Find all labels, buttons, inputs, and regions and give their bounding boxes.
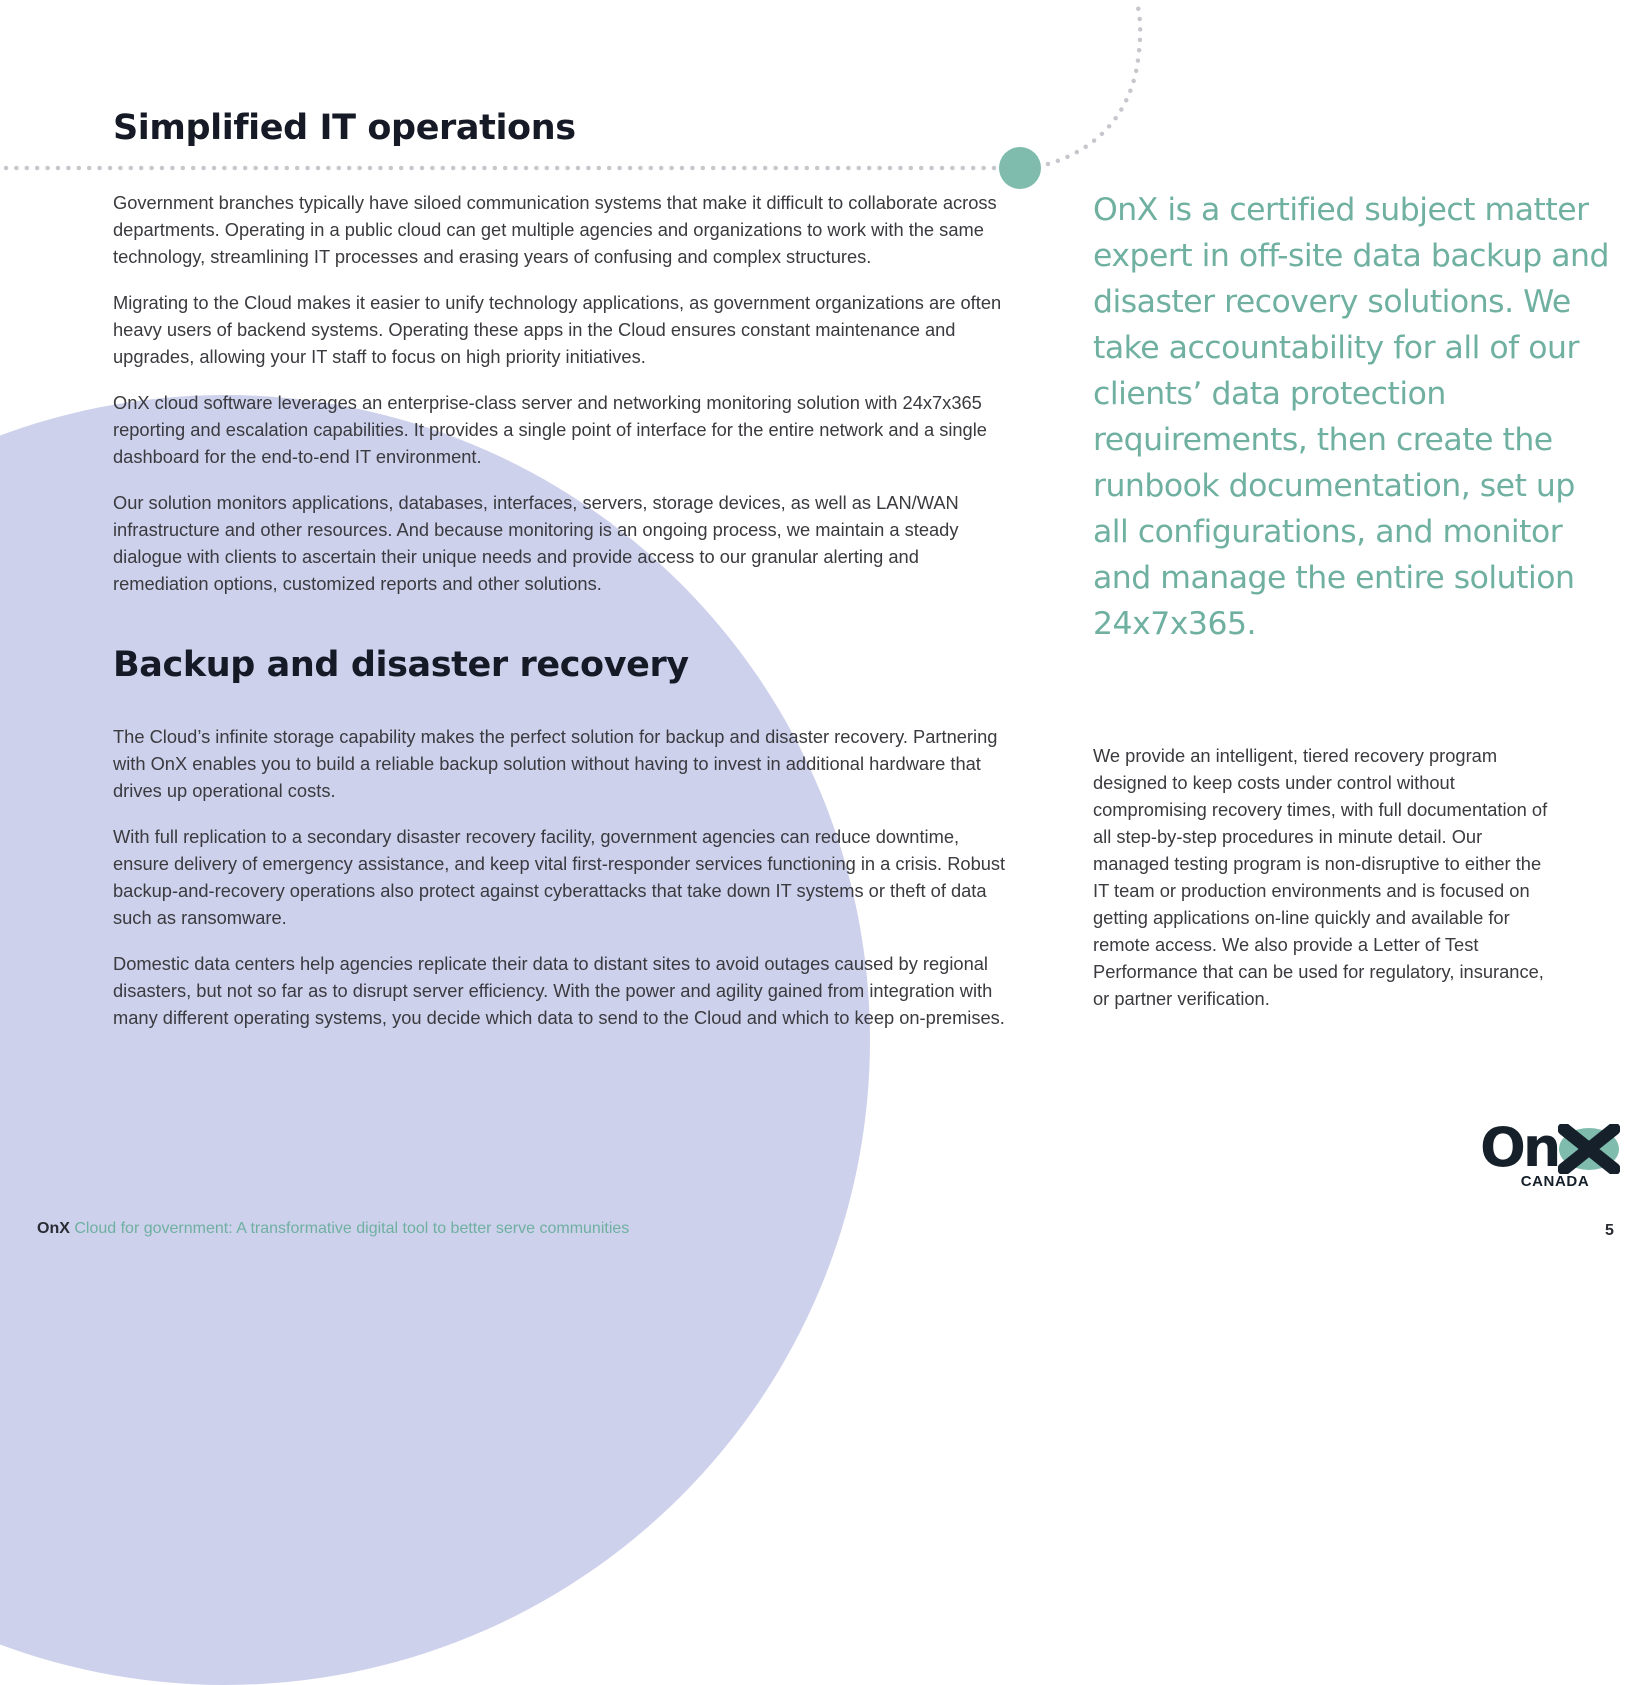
- backup-recovery-body: [113, 723, 1013, 1050]
- paragraph: With full replication to a secondary disaster recovery facility, government agencies can reduce downtime, ensure delivery of emergency assistance, and keep vital first-responder services functioning in a crisis. Robust backup-and-recovery operations also protect against cyberattacks that take down IT systems or theft of data such as ransomware.: [113, 826, 1006, 928]
- logo-wordmark: On: [1480, 1116, 1559, 1179]
- pull-quote: OnX is a certified subject matter expert in off-site data backup and disaster recovery solutions. We take accountability for all of our clients’ data protection requirements, then create the runbook documentation, set up all configurations, and monitor and manage the entire solution 24x7x365.: [1093, 192, 1609, 642]
- page-number: 5: [1605, 1222, 1614, 1239]
- paragraph: OnX cloud software leverages an enterprise-class server and networking monitoring solution with 24x7x365 reporting and escalation capabilities. It provides a single point of interface for the entire network and a single dashboard for the end-to-end IT environment.: [113, 392, 987, 467]
- paragraph: Domestic data centers help agencies replicate their data to distant sites to avoid outages caused by regional disasters, but not so far as to disrupt server efficiency. With the power and agility gained from integration with many different operating systems, you decide which data to send to the Cloud and which to keep on-premises.: [113, 953, 1005, 1028]
- sidebar-body: We provide an intelligent, tiered recovery program designed to keep costs under control without compromising recovery times, with full documentation of all step-by-step procedures in minute detail. Our managed testing program is non-disruptive to either the IT team or production environments and is focused on getting applications on-line quickly and available for remote access. We also provide a Letter of Test Performance that can be used for regulatory, insurance, or partner verification.: [1093, 745, 1548, 1009]
- paragraph: Our solution monitors applications, databases, interfaces, servers, storage devices, as well as LAN/WAN infrastructure and other resources. And because monitoring is an ongoing process, we maintain a steady dialogue with clients to ascertain their unique needs and provide access to our granular alerting and remediation options, customized reports and other solutions.: [113, 492, 959, 594]
- x-mark-icon: [1558, 1124, 1620, 1174]
- it-operations-body: [113, 189, 1013, 616]
- paragraph: The Cloud’s infinite storage capability makes the perfect solution for backup and disaster recovery. Partnering with OnX enables you to build a reliable backup solution without having to invest in additional hardware that drives up operational costs.: [113, 726, 998, 801]
- footer: [37, 1220, 629, 1238]
- paragraph: Migrating to the Cloud makes it easier to unify technology applications, as government organizations are often heavy users of backend systems. Operating these apps in the Cloud ensures constant maintenance and upgrades, allowing your IT staff to focus on high priority initiatives.: [113, 292, 1002, 367]
- footer-tagline: Cloud for government: A transformative digital tool to better serve communities: [74, 1220, 630, 1237]
- accent-dot: [999, 147, 1041, 189]
- paragraph: Government branches typically have siloed communication systems that make it difficult to collaborate across departments. Operating in a public cloud can get multiple agencies and organizations to work with the same technology, streamlining IT processes and erasing years of confusing and complex structures.: [113, 192, 997, 267]
- logo-region: CANADA: [1520, 1173, 1590, 1190]
- section-title-backup-recovery: Backup and disaster recovery: [113, 645, 689, 685]
- onx-canada-logo: [1480, 1118, 1620, 1188]
- footer-brand: OnX: [37, 1220, 70, 1237]
- section-title-it-operations: Simplified IT operations: [113, 108, 576, 148]
